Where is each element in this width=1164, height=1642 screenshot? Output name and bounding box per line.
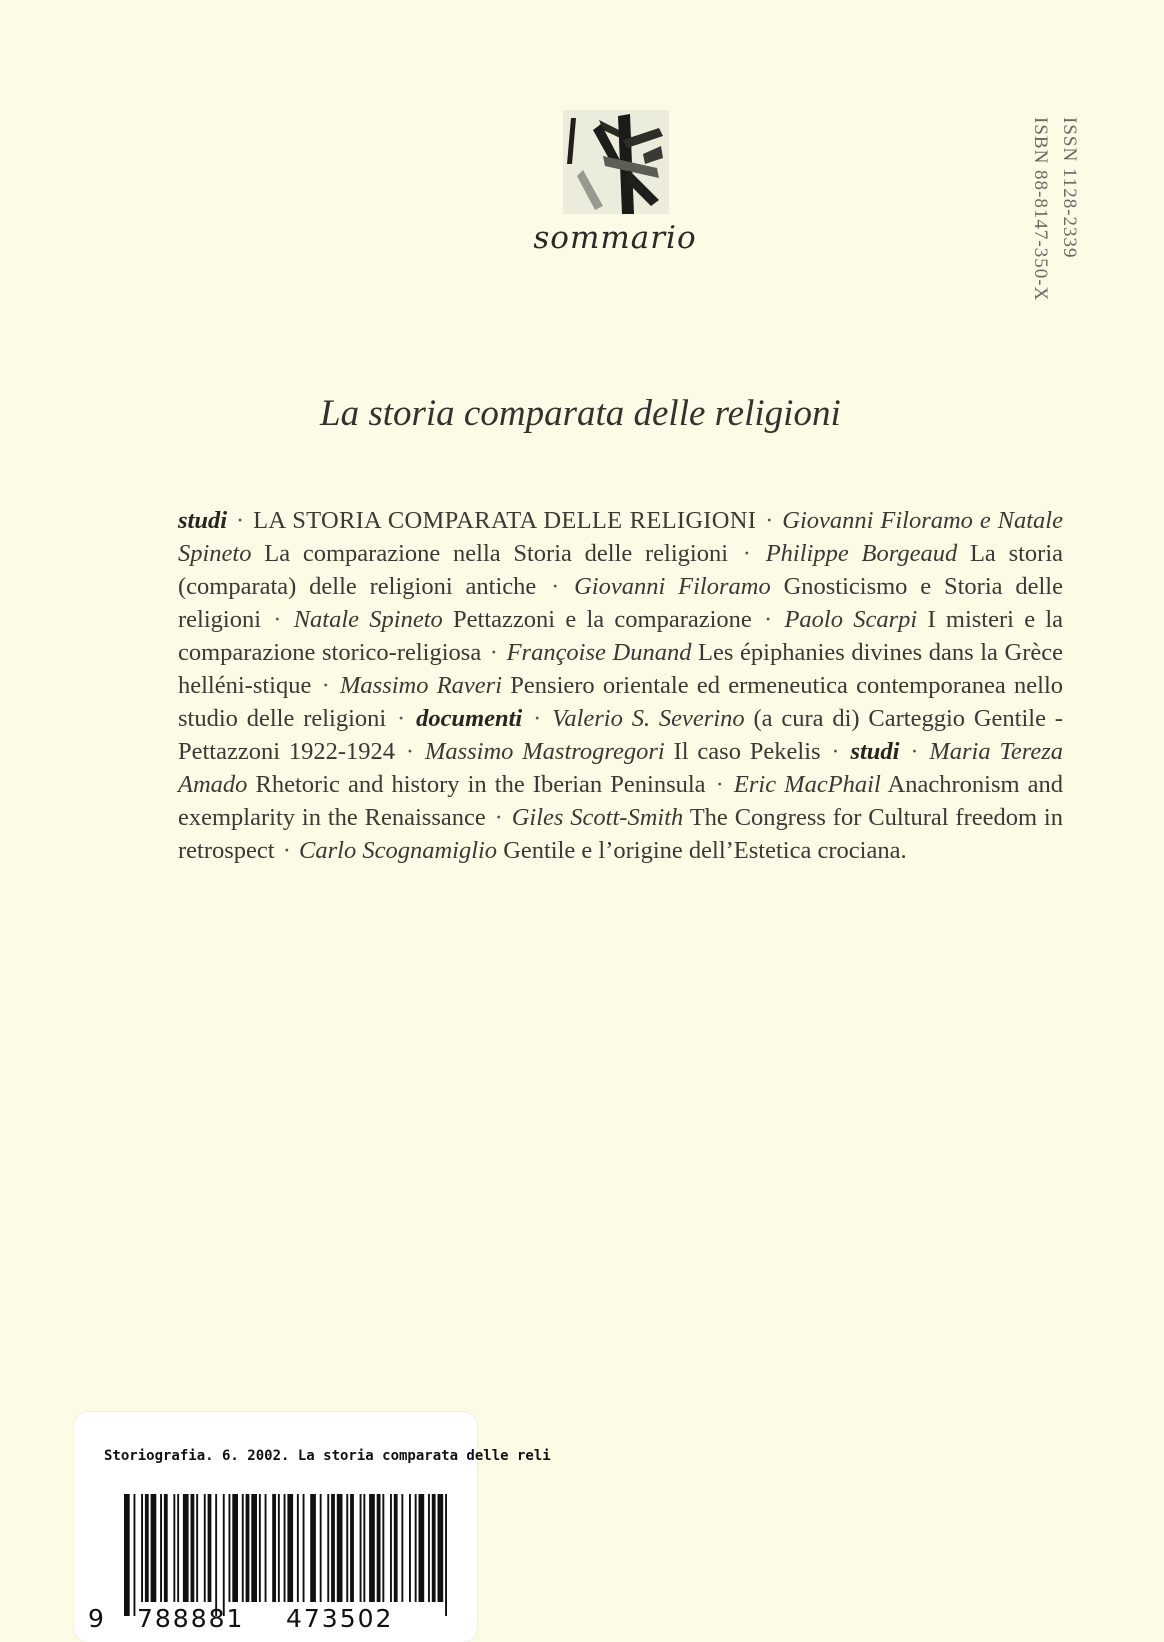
toc-author: Giles Scott-Smith [511, 804, 684, 831]
barcode-bar [173, 1494, 175, 1602]
barcode-bar [272, 1494, 276, 1602]
issue-subtitle: La storia comparata delle religioni [320, 393, 841, 434]
barcode-bar [177, 1494, 179, 1602]
toc-title: The Congress for Cultural freedom in retrospect [178, 804, 1063, 864]
barcode-bar [215, 1494, 217, 1616]
barcode-bar [223, 1494, 225, 1616]
barcode-bar [183, 1494, 189, 1602]
barcode-bar [287, 1494, 293, 1602]
toc-title: Pensiero orientale ed ermeneutica contemporanea nello studio delle religioni [178, 672, 1063, 732]
toc-author: Paolo Scarpi [784, 606, 918, 633]
barcode-bar [390, 1494, 392, 1602]
barcode-bar [145, 1494, 149, 1602]
toc-title: Pettazzoni e la comparazione [453, 606, 752, 633]
toc-author: Giovanni Filoramo [574, 573, 771, 600]
barcode-bar [191, 1494, 195, 1602]
toc-author: Maria Tereza Amado [178, 738, 1063, 798]
toc-author: Valerio S. Severino [552, 705, 745, 732]
barcode-bar [297, 1494, 299, 1602]
barcode-group-2: 473502 [286, 1604, 394, 1633]
barcode-bar [409, 1494, 411, 1602]
barcode-sticker [74, 1412, 551, 1642]
barcode-bar [310, 1494, 316, 1602]
toc-author: Giovanni Filoramo e Natale Spineto [178, 507, 1063, 567]
section-label: studi [178, 507, 228, 534]
barcode-bar [401, 1494, 403, 1602]
barcode-bar [377, 1494, 381, 1602]
toc-title: Les épiphanies divines dans la Grèce helléni-stique [178, 639, 1063, 699]
toc-author: Eric MacPhail [733, 771, 881, 798]
barcode-bar [265, 1494, 267, 1602]
barcode-bar [360, 1494, 362, 1602]
barcode-bar [134, 1494, 136, 1616]
barcode-bar [208, 1494, 212, 1602]
issn-code: ISSN 1128-2339 [1059, 117, 1080, 259]
barcode-bar [320, 1494, 322, 1602]
barcode-bar [350, 1494, 354, 1602]
barcode-icon [122, 1494, 452, 1616]
barcode-bar [164, 1494, 168, 1602]
barcode-bar [160, 1494, 162, 1602]
barcode-bar [259, 1494, 261, 1602]
section-label: documenti [416, 705, 523, 732]
barcode-bar [124, 1494, 130, 1616]
standard-codes [1026, 117, 1084, 301]
toc-title: Rhetoric and history in the Iberian Peninsula [255, 771, 706, 798]
toc-author: Natale Spineto [293, 606, 443, 633]
sticker-title: Storiografia. 6. 2002. La storia comparata delle reli [104, 1448, 551, 1464]
barcode-bar [346, 1494, 348, 1602]
barcode-bar [363, 1494, 365, 1602]
barcode-bar [327, 1494, 329, 1602]
toc-author: Philippe Borgeaud [765, 540, 958, 567]
barcode-bar [394, 1494, 398, 1602]
isbn-code: ISBN 88-8147-350-X [1030, 117, 1051, 302]
barcode-bar [382, 1494, 384, 1602]
barcode-bar [246, 1494, 250, 1602]
toc-author: Françoise Dunand [506, 639, 692, 666]
book-emblem-icon [563, 110, 669, 214]
toc-author: Massimo Mastrogregori [424, 738, 665, 765]
toc-title: Gnosticismo e Storia delle religioni [178, 573, 1063, 633]
barcode-bar [303, 1494, 305, 1602]
toc-title: La storia (comparata) delle religioni antiche [178, 540, 1063, 600]
barcode-lead-digit: 9 [88, 1604, 104, 1633]
section-label: studi [850, 738, 900, 765]
barcode-bar [229, 1494, 231, 1602]
barcode-bar [337, 1494, 343, 1602]
toc-title: I misteri e la comparazione storico-religiosa [178, 606, 1064, 666]
barcode-bar [232, 1494, 238, 1602]
barcode-bar [331, 1494, 335, 1602]
brand-name: sommario [533, 220, 697, 256]
barcode-group-1: 788881 [137, 1604, 245, 1633]
section-title: LA STORIA COMPARATA DELLE RELIGIONI [253, 507, 757, 534]
barcode-bar [438, 1494, 444, 1602]
barcode-bar [242, 1494, 244, 1602]
toc-title: Anachronism and exemplarity in the Renaissance [178, 771, 1063, 831]
toc-title: (a cura di) Carteggio Gentile - Pettazzoni 1922-1924 [178, 705, 1063, 765]
barcode-bar [251, 1494, 257, 1602]
barcode-bar [141, 1494, 143, 1602]
toc-title: Il caso Pekelis [673, 738, 821, 765]
toc-title: La comparazione nella Storia delle religioni [264, 540, 729, 567]
barcode-bar [196, 1494, 198, 1602]
barcode-bar [204, 1494, 206, 1602]
barcode-bar [151, 1494, 157, 1602]
barcode-bar [432, 1494, 436, 1602]
toc-title: Gentile e l’origine dell’Estetica crociana. [503, 837, 907, 864]
barcode-bar [445, 1494, 447, 1616]
barcode-bar [278, 1494, 280, 1602]
barcode-bar [419, 1494, 425, 1602]
toc-author: Carlo Scognamiglio [299, 837, 498, 864]
barcode-bar [284, 1494, 286, 1602]
barcode-bar [415, 1494, 417, 1602]
table-of-contents: studi · LA STORIA COMPARATA DELLE RELIGIONI · Giovanni Filoramo e Natale Spineto La comparazione nella Storia delle religioni · Philippe Borgeaud La storia (comparata) delle religioni antiche · Giovanni Filoramo Gnosticismo e Storia delle religioni · Natale Spineto Pettazzoni e la comparazione · Paolo Scarpi I misteri e la comparazione storico-religiosa · Françoise Dunand Les épiphanies divines dans la Grèce helléni-stique · Massimo Raveri Pensiero orientale ed ermeneutica contemporanea nello studio delle religioni · documenti · Valerio S. Severino (a cura di) Carteggio Gentile - Pettazzoni 1922-1924 · Massimo Mastrogregori Il caso Pekelis · studi · Maria Tereza Amado Rhetoric and history in the Iberian Peninsula · Eric MacPhail Anachronism and exemplarity in the Renaissance · Giles Scott-Smith The Congress for Cultural freedom in retrospect · Carlo Scognamiglio Gentile e l’origine dell’Estetica crociana. [178, 507, 1064, 864]
toc-author: Massimo Raveri [340, 672, 503, 699]
barcode-bar [428, 1494, 430, 1602]
barcode-bar [369, 1494, 375, 1602]
